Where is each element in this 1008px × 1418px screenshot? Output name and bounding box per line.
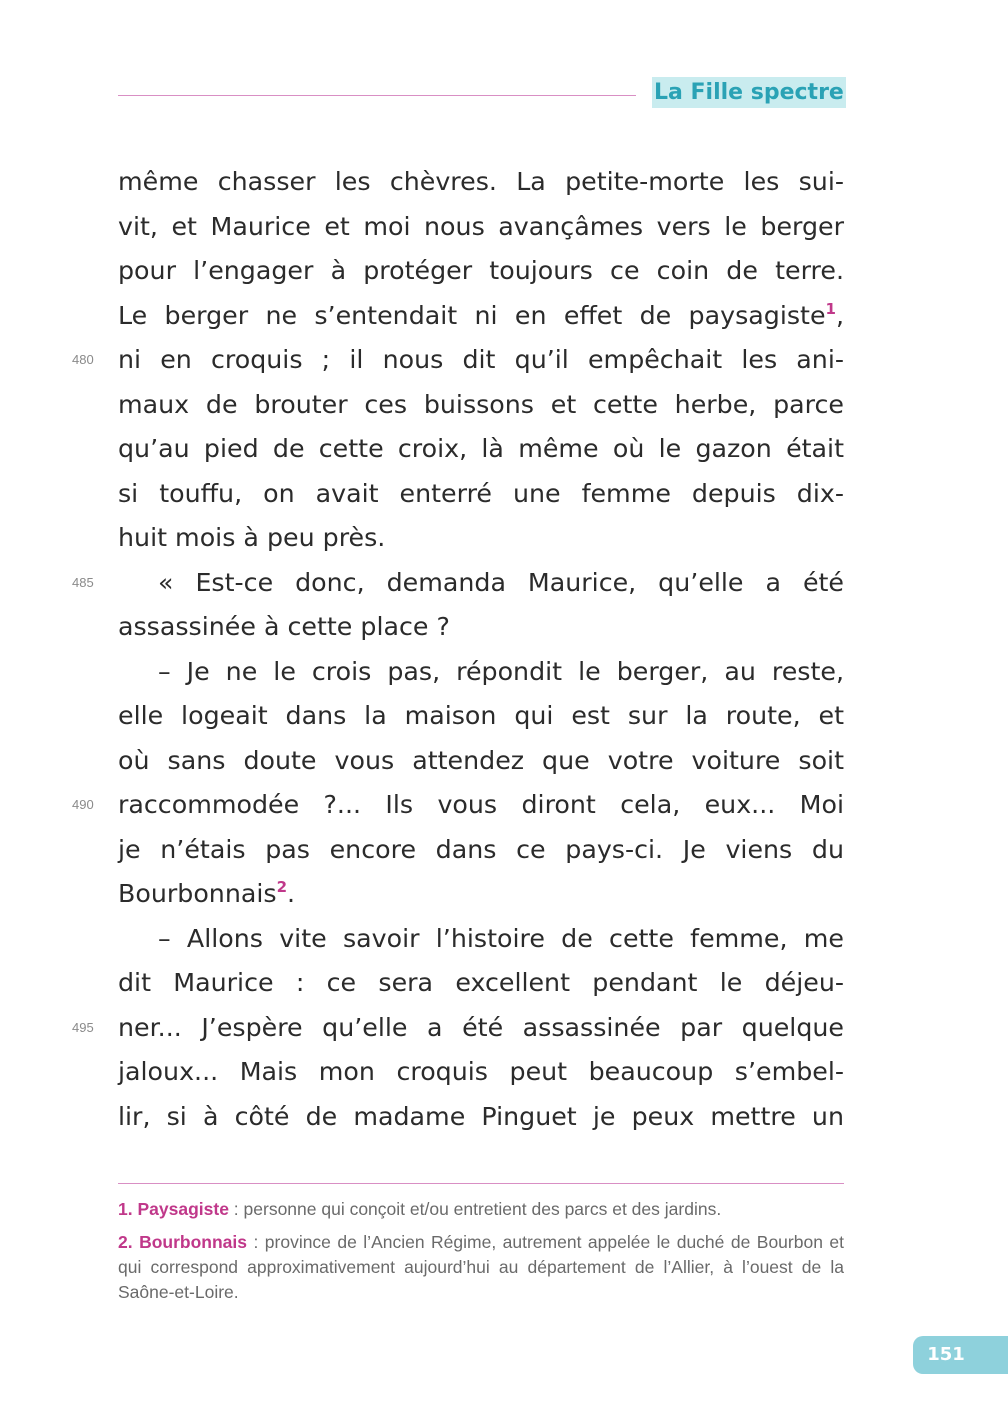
footnote-term: Paysagiste: [137, 1199, 229, 1219]
text-line: même chasser les chèvres. La petite-morte les sui-: [118, 167, 844, 196]
text-line: huit mois à peu près.: [118, 523, 386, 552]
line-number-490: 490: [72, 797, 94, 812]
header-rule: [118, 95, 636, 96]
footnote-term: Bourbonnais: [139, 1232, 247, 1252]
footnote-1: [118, 1197, 844, 1222]
footnote-ref-2: 2: [276, 878, 288, 896]
text-line: où sans doute vous attendez que votre voiture soit: [118, 745, 844, 775]
text-line-with-footnote: [118, 872, 844, 917]
punctuation: ,: [835, 300, 844, 330]
footnote-2: [118, 1230, 844, 1305]
text-line: assassinée à cette place ?: [118, 612, 450, 641]
running-title: La Fille spectre: [652, 77, 846, 108]
text-line: lir, si à côté de madame Pinguet je peux mettre un: [118, 1101, 844, 1131]
text-segment: Le berger ne s’entendait ni en effet de paysagiste: [118, 300, 826, 330]
line-number-480: 480: [72, 352, 94, 367]
footnotes: [118, 1197, 844, 1313]
text-line: si touffu, on avait enterré une femme depuis dix-: [118, 478, 844, 508]
text-line: qu’au pied de cette croix, là même où le gazon était: [118, 434, 844, 463]
footnote-number: 2.: [118, 1232, 133, 1252]
footnote-ref-1: 1: [825, 299, 836, 318]
text-line: maux de brouter ces buissons et cette herbe, parce: [118, 389, 844, 419]
text-line: ner... J’espère qu’elle a été assassinée par quelque: [118, 1012, 844, 1042]
page-number-tab: [913, 1336, 1008, 1374]
footnote-text: : personne qui conçoit et/ou entretient des parcs et des jardins.: [228, 1199, 722, 1219]
line-number-485: 485: [72, 575, 94, 590]
body-text: [118, 160, 844, 1139]
text-line: raccommodée ?... Ils vous diront cela, eux... Moi: [118, 790, 844, 819]
text-segment: Bourbonnais: [118, 879, 277, 908]
footnote-rule: [118, 1183, 844, 1184]
text-line: pour l’engager à protéger toujours ce coin de terre.: [118, 256, 844, 285]
text-line: je n’étais pas encore dans ce pays-ci. Je viens du: [118, 834, 844, 864]
text-line: elle logeait dans la maison qui est sur la route, et: [118, 701, 844, 730]
page-number: 151: [927, 1344, 965, 1365]
punctuation: .: [287, 879, 296, 908]
text-line: vit, et Maurice et moi nous avançâmes vers le berger: [118, 211, 844, 241]
text-line-with-footnote: [118, 294, 844, 339]
text-line: « Est-ce donc, demanda Maurice, qu’elle a été: [158, 567, 844, 597]
text-line: dit Maurice : ce sera excellent pendant le déjeu-: [118, 968, 844, 997]
text-line: jaloux... Mais mon croquis peut beaucoup s’embel-: [118, 1057, 844, 1086]
line-number-495: 495: [72, 1020, 94, 1035]
text-line: – Je ne le crois pas, répondit le berger, au reste,: [158, 656, 844, 686]
footnote-number: 1.: [118, 1199, 133, 1219]
footnote-text: : province de l’Ancien Régime, autrement appelée le duché de Bourbon et qui correspond approximativement aujourd’hui au département de l’Allier, à l’ouest de la Saône-et-Loire.: [118, 1232, 844, 1302]
text-line: – Allons vite savoir l’histoire de cette femme, me: [158, 923, 844, 953]
text-line: ni en croquis ; il nous dit qu’il empêchait les ani-: [118, 345, 844, 374]
